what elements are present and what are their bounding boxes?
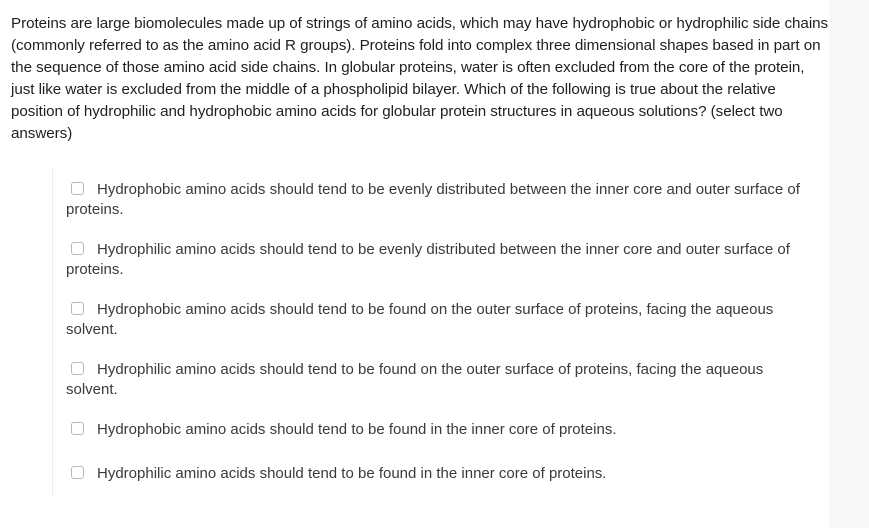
checkbox-icon[interactable] [71, 242, 84, 255]
option-label: Hydrophobic amino acids should tend to be found in the inner core of proteins. [97, 421, 617, 438]
answer-option[interactable] [52, 360, 812, 400]
checkbox-icon[interactable] [71, 182, 84, 195]
checkbox-icon[interactable] [71, 466, 84, 479]
option-label: Hydrophilic amino acids should tend to be found in the inner core of proteins. [97, 465, 607, 482]
question-text: Proteins are large biomolecules made up of strings of amino acids, which may have hydrophobic or hydrophilic side chains (commonly referred to as the amino acid R groups). Proteins fold into complex three dimensional shapes based in part on the sequence of those amino acid side chains. In globular proteins, water is often excluded from the core of the protein, just like water is excluded from the middle of a phospholipid bilayer. Which of the following is true about the relative position of hydrophilic and hydrophobic amino acids for globular protein structures in aqueous solutions? (select two answers) [11, 15, 829, 142]
option-label: Hydrophobic amino acids should tend to be found on the outer surface of proteins, facing the aqueous solvent. [66, 301, 774, 338]
answer-option[interactable] [52, 240, 812, 280]
scroll-gutter [829, 0, 869, 528]
option-label: Hydrophilic amino acids should tend to be evenly distributed between the inner core and outer surface of proteins. [66, 241, 790, 278]
checkbox-icon[interactable] [71, 422, 84, 435]
option-label: Hydrophobic amino acids should tend to be evenly distributed between the inner core and outer surface of proteins. [66, 181, 800, 218]
checkbox-icon[interactable] [71, 362, 84, 375]
answer-option[interactable] [52, 464, 812, 484]
answer-option[interactable] [52, 180, 812, 220]
answer-option[interactable] [52, 420, 812, 440]
option-label: Hydrophilic amino acids should tend to be found on the outer surface of proteins, facing the aqueous solvent. [66, 361, 764, 398]
answer-option[interactable] [52, 300, 812, 340]
checkbox-icon[interactable] [71, 302, 84, 315]
